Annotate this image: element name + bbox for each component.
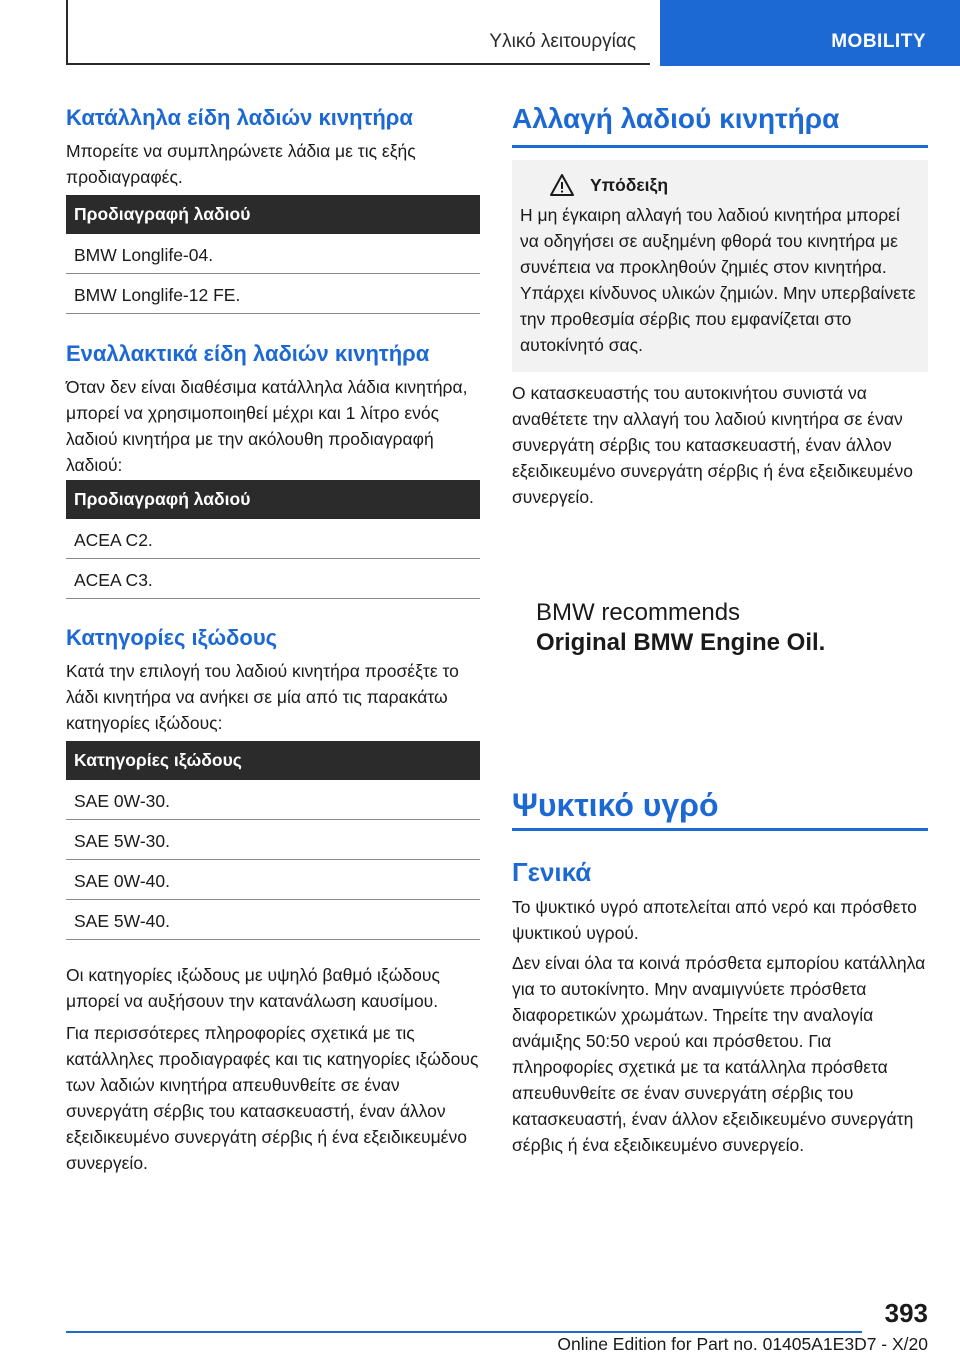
table-row: SAE 0W-40. (66, 860, 480, 900)
header-section-title: Υλικό λειτουργίας (489, 31, 636, 52)
footer-edition: Online Edition for Part no. 01405A1E3D7 - X/20 (557, 1334, 928, 1354)
heading-rule (512, 828, 928, 831)
table-oil-spec-1 (66, 195, 480, 314)
bmw-oil-logo (536, 598, 916, 658)
table-row: ACEA C3. (66, 559, 480, 599)
text-manufacturer-recommends: Ο κατασκευαστής του αυτοκινήτου συνιστά να αναθέτετε την αλλαγή του λαδιού κινητήρα σε έναν συνεργάτη σέρβις του κατασκευαστή, έναν άλλον εξειδικευμένο συνεργάτη σέρβις ή ένα εξειδικευμένο συνεργείο. (512, 383, 913, 507)
page-number: 393 (884, 1298, 928, 1328)
note-title: Υπόδειξη (590, 175, 669, 195)
header-tab-mobility[interactable]: MOBILITY (660, 0, 960, 66)
table-header: Προδιαγραφή λαδιού (66, 195, 480, 234)
note-text: Η μη έγκαιρη αλλαγή του λαδιού κινητήρα μπορεί να οδηγήσει σε αυξημένη φθορά του κινητήρα με συνέπεια να προκληθούν ζημιές στον κινητήρα. Υπάρχει κίνδυνος υλικών ζημιών. Μην υπερβαίνετε την προθεσμία σέρβις που εμφανίζεται στο αυτοκίνητό σας. (520, 205, 916, 355)
heading-coolant: Ψυκτικό υγρό (512, 787, 719, 823)
table-header: Προδιαγραφή λαδιού (66, 480, 480, 519)
warning-note (512, 160, 928, 372)
footer-rule (66, 1331, 862, 1333)
table-row: SAE 5W-40. (66, 900, 480, 940)
text-suitable-oils: Μπορείτε να συμπληρώνετε λάδια με τις εξής προδιαγραφές. (66, 141, 416, 187)
heading-general: Γενικά (512, 857, 592, 887)
logo-line-1: BMW recommends (536, 599, 741, 626)
table-row: BMW Longlife-04. (66, 234, 480, 274)
heading-oil-change: Αλλαγή λαδιού κινητήρα (512, 103, 840, 134)
table-row: ACEA C2. (66, 519, 480, 559)
text-coolant-composition: Το ψυκτικό υγρό αποτελείται από νερό και πρόσθετο ψυκτικού υγρού. (512, 897, 917, 943)
table-row: SAE 0W-30. (66, 780, 480, 820)
text-coolant-additives: Δεν είναι όλα τα κοινά πρόσθετα εμπορίου κατάλληλα για το αυτοκίνητο. Μην αναμιγνύετε πρόσθετα διαφορετικών χρωμάτων. Τηρείτε την αναλογία ανάμιξης 50:50 νερού και πρόσθετου. Για πληροφορίες σχετικά με τα κατάλληλα πρόσθετα απευθυνθείτε σε έναν συνεργάτη σέρβις του κατασκευαστή, έναν άλλον εξειδικευμένο συνεργάτη σέρβις ή ένα εξειδικευμένο συνεργείο. (512, 953, 926, 1155)
table-header: Κατηγορίες ιξώδους (66, 741, 480, 780)
text-alternative-oils: Όταν δεν είναι διαθέσιμα κατάλληλα λάδια κινητήρα, μπορεί να χρησιμοποιηθεί μέχρι και 1 λίτρο ενός λαδιού κινητήρα με την ακόλουθη προδιαγραφή λαδιού: (66, 377, 468, 475)
heading-rule (512, 145, 928, 148)
text-more-info: Για περισσότερες πληροφορίες σχετικά με τις κατάλληλες προδιαγραφές και τις κατηγορίες ιξώδους των λαδιών κινητήρα απευθυνθείτε σε έναν συνεργάτη σέρβις του κατασκευαστή, έναν άλλον εξειδικευμένο συνεργάτη σέρβις ή ένα εξειδικευμένο συνεργείο. (66, 1023, 479, 1173)
page-header (0, 0, 960, 66)
heading-viscosity: Κατηγορίες ιξώδους (66, 625, 278, 650)
table-oil-spec-2 (66, 480, 480, 599)
logo-line-2: Original BMW Engine Oil. (536, 629, 826, 656)
heading-alternative-oils: Εναλλακτικά είδη λαδιών κινητήρα (66, 341, 430, 366)
heading-suitable-oils: Κατάλληλα είδη λαδιών κινητήρα (66, 105, 413, 130)
table-row: SAE 5W-30. (66, 820, 480, 860)
text-high-viscosity: Οι κατηγορίες ιξώδους με υψηλό βαθμό ιξώδους μπορεί να αυξήσουν την κατανάλωση καυσίμου. (66, 965, 440, 1011)
text-viscosity: Κατά την επιλογή του λαδιού κινητήρα προσέξτε το λάδι κινητήρα να ανήκει σε μία από τις παρακάτω κατηγορίες ιξώδους: (66, 661, 459, 733)
warning-triangle-icon (550, 174, 574, 196)
table-row: BMW Longlife-12 FE. (66, 274, 480, 314)
note-title-row (520, 172, 920, 198)
table-viscosity (66, 741, 480, 940)
